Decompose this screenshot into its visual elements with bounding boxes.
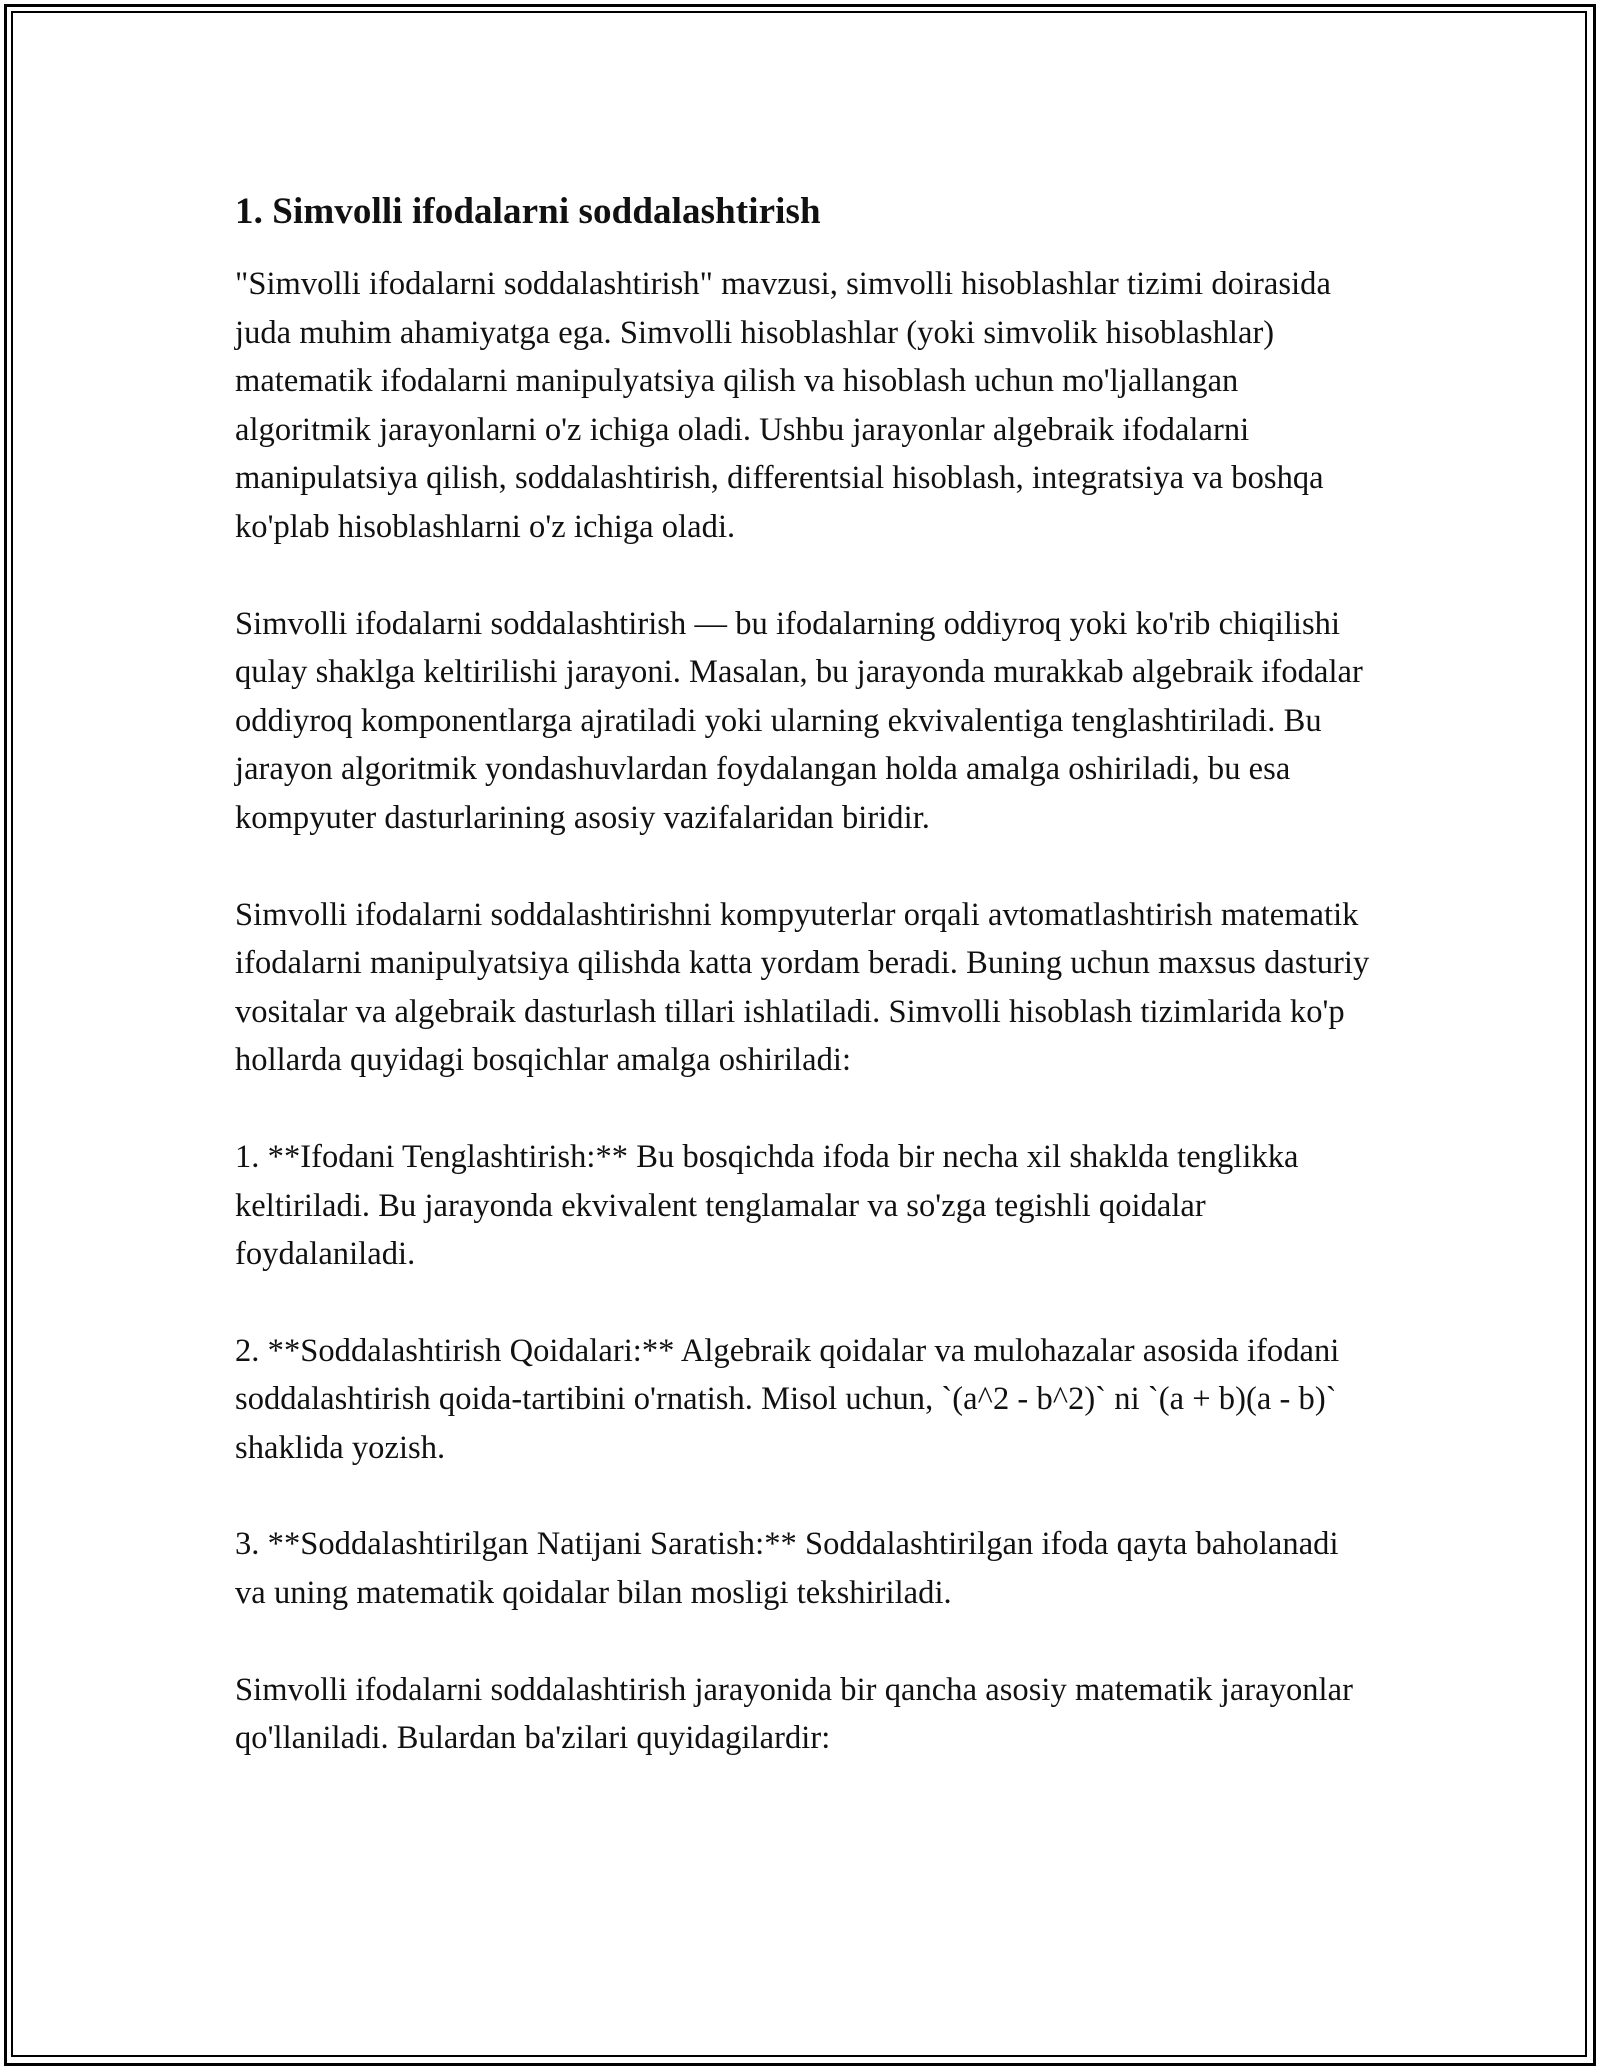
- step-3-paragraph: 3. **Soddalashtirilgan Natijani Saratish:** Soddalashtirilgan ifoda qayta baholanadi va uning matematik qoidalar bilan mosligi tekshiriladi.: [235, 1526, 1339, 1612]
- step-2-paragraph: 2. **Soddalashtirish Qoidalari:** Algebraik qoidalar va mulohazalar asosida ifodani soddalashtirish qoida-tartibini o'rnatish. Misol uchun, `(a^2 - b^2)` ni `(a + b)(a - b)` shaklida yozish.: [235, 1332, 1340, 1466]
- automation-paragraph: Simvolli ifodalarni soddalashtirishni kompyuterlar orqali avtomatlashtirish matematik ifodalarni manipulyatsiya qilishda katta yordam beradi. Buning uchun maxsus dasturiy vositalar va algebraik dasturlash tillari ishlatiladi. Simvolli hisoblash tizimlarida ko'p hollarda quyidagi bosqichlar amalga oshiriladi:: [235, 896, 1370, 1079]
- document-body: [235, 186, 1375, 1811]
- step-1-paragraph: 1. **Ifodani Tenglashtirish:** Bu bosqichda ifoda bir necha xil shaklda tenglikka keltiriladi. Bu jarayonda ekvivalent tenglamalar va so'zga tegishli qoidalar foydalaniladi.: [235, 1138, 1299, 1273]
- section-heading: 1. Simvolli ifodalarni soddalashtirish: [235, 191, 821, 232]
- definition-paragraph: Simvolli ifodalarni soddalashtirish — bu ifodalarning oddiyroq yoki ko'rib chiqilishi qulay shaklga keltirilishi jarayoni. Masalan, bu jarayonda murakkab algebraik ifodalar oddiyroq komponentlarga ajratiladi yoki ularning ekvivalentiga tenglashtiriladi. Bu jarayon algoritmik yondashuvlardan foydalangan holda amalga oshiriladi, bu esa kompyuter dasturlarining asosiy vazifalaridan biridir.: [235, 605, 1363, 836]
- intro-paragraph: "Simvolli ifodalarni soddalashtirish" mavzusi, simvolli hisoblashlar tizimi doirasida juda muhim ahamiyatga ega. Simvolli hisoblashlar (yoki simvolik hisoblashlar) matematik ifodalarni manipulyatsiya qilish va hisoblash uchun mo'ljallangan algoritmik jarayonlarni o'z ichiga oladi. Ushbu jarayonlar algebraik ifodalarni manipulatsiya qilish, soddalashtirish, differentsial hisoblash, integratsiya va boshqa ko'plab hisoblashlarni o'z ichiga oladi.: [235, 266, 1331, 545]
- closing-paragraph: Simvolli ifodalarni soddalashtirish jarayonida bir qancha asosiy matematik jarayonlar qo'llaniladi. Bulardan ba'zilari quyidagilardir:: [235, 1671, 1353, 1757]
